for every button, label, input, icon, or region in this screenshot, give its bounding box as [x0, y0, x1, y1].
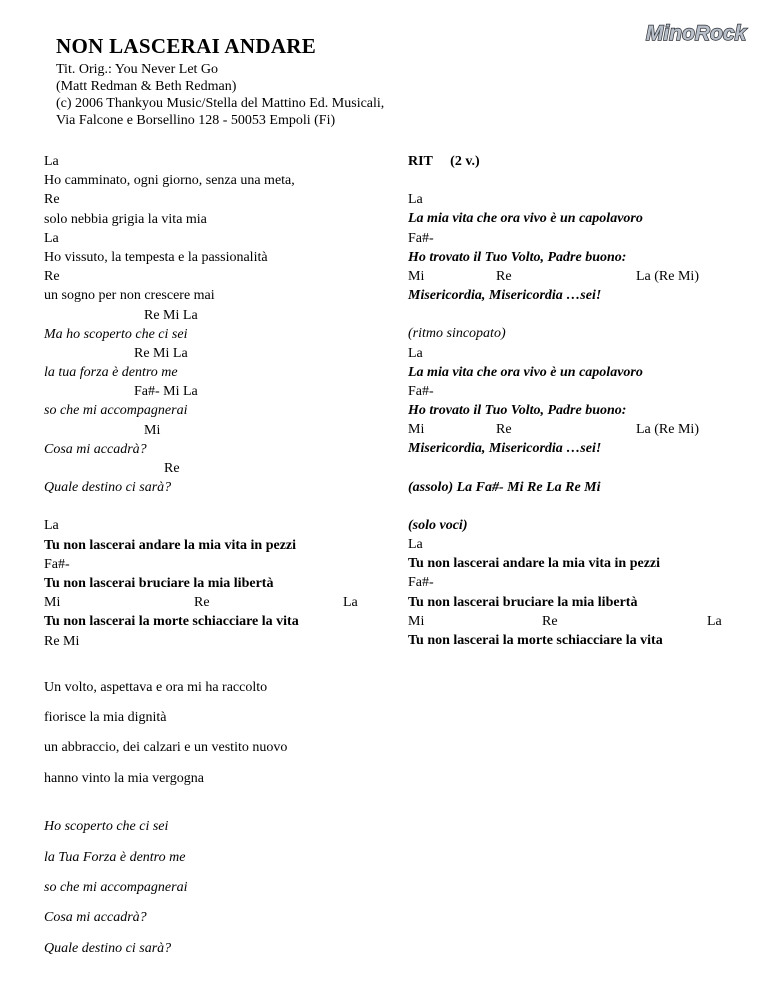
chord: La (Re Mi): [636, 268, 699, 284]
final-chorus: [408, 516, 726, 650]
lyric-line: Ho scoperto che ci sei: [44, 819, 169, 835]
repeat-note: (2 v.): [450, 154, 480, 169]
lyric-line: fiorisce la mia dignità: [44, 710, 167, 726]
chord-line: Re Mi: [44, 633, 80, 649]
logo-text: MinoRock: [645, 22, 747, 45]
chord: Mi: [408, 268, 425, 284]
lyric-line: la tua forza è dentro me: [44, 365, 178, 381]
chord: Re: [496, 422, 512, 438]
lyric-line: Ma ho scoperto che ci sei: [44, 326, 188, 342]
voices-note: (solo voci): [408, 517, 468, 533]
chord-line: Re: [44, 192, 60, 208]
lyric-line: un sogno per non crescere mai: [44, 288, 215, 304]
lyric-line: Tu non lascerai la morte schiacciare la vita: [408, 632, 663, 648]
rit-label: RIT: [408, 154, 433, 169]
song-title: NON LASCERAI ANDARE: [56, 34, 317, 58]
lyric-line: Un volto, aspettava e ora mi ha raccolto: [44, 679, 268, 695]
minorock-logo: [636, 20, 756, 46]
chord-line: Re: [164, 461, 180, 476]
lyric-line: Ho vissuto, la tempesta e la passionalità: [44, 249, 268, 265]
lyric-line: Tu non lascerai andare la mia vita in pezzi: [408, 556, 661, 572]
copyright: (c) 2006 Thankyou Music/Stella del Mattino Ed. Musicali,: [56, 96, 385, 111]
chord-line: [408, 420, 726, 439]
chord-line: Mi: [144, 422, 161, 438]
chord: La (Re Mi): [636, 422, 699, 438]
chord-line: La: [44, 518, 59, 534]
chord-line: Fa#-: [408, 383, 434, 399]
chord: Re: [496, 268, 512, 284]
verse-1: [44, 152, 362, 497]
lyric-line: Misericordia, Misericordia …sei!: [408, 441, 602, 457]
chord: Re: [542, 613, 558, 629]
lyric-line: Quale destino ci sarà?: [44, 480, 172, 496]
instrumental-solo: (assolo) La Fa#- Mi Re La Re Mi: [408, 479, 601, 495]
lyric-line: solo nebbia grigia la vita mia: [44, 211, 207, 227]
lyric-line: Cosa mi accadrà?: [44, 910, 147, 926]
chorus-header: [408, 152, 726, 171]
chord-line: [408, 612, 726, 631]
authors: (Matt Redman & Beth Redman): [56, 79, 237, 94]
lyric-line: Tu non lascerai andare la mia vita in pezzi: [44, 537, 297, 553]
chorus: [44, 516, 362, 650]
chord: Re: [194, 595, 210, 611]
chord-line: La: [44, 230, 59, 246]
lyric-line: la Tua Forza è dentro me: [44, 849, 186, 865]
lyric-line: La mia vita che ora vivo è un capolavoro: [408, 211, 643, 227]
lyric-line: Misericordia, Misericordia …sei!: [408, 288, 602, 304]
lyric-line: Tu non lascerai bruciare la mia libertà: [44, 575, 274, 591]
chord-line: Fa#-: [408, 575, 434, 591]
address: Via Falcone e Borsellino 128 - 50053 Empoli (Fi): [56, 113, 336, 128]
lyric-line: Ho trovato il Tuo Volto, Padre buono:: [408, 249, 627, 265]
chord-line: Re Mi La: [144, 307, 198, 323]
chord-line: [44, 593, 362, 612]
rhythm-note: (ritmo sincopato): [408, 326, 506, 342]
chord: La: [707, 613, 722, 629]
lyric-line: so che mi accompagnerai: [44, 403, 188, 419]
right-column: [408, 152, 726, 650]
refrain-1: [408, 190, 726, 305]
lyric-line: hanno vinto la mia vergogna: [44, 770, 204, 786]
lyric-line: so che mi accompagnerai: [44, 880, 188, 896]
refrain-2: [408, 324, 726, 458]
chord-line: La: [408, 192, 423, 208]
left-column: [44, 152, 362, 964]
lyric-line: Cosa mi accadrà?: [44, 441, 147, 457]
lyric-line: un abbraccio, dei calzari e un vestito nuovo: [44, 740, 288, 756]
lyric-line: Ho camminato, ogni giorno, senza una meta,: [44, 173, 295, 189]
chord: La: [343, 595, 358, 611]
chord-line: La: [408, 537, 423, 552]
chord: Mi: [44, 595, 61, 611]
chord-line: La: [44, 154, 59, 169]
chord-line: Re: [44, 269, 60, 285]
lyric-line: Ho trovato il Tuo Volto, Padre buono:: [408, 403, 627, 419]
lyric-line: Tu non lascerai bruciare la mia libertà: [408, 594, 638, 610]
bridge: [44, 812, 362, 964]
chord-line: [408, 267, 726, 286]
chord: Mi: [408, 422, 425, 438]
song-credits: [56, 61, 384, 129]
chord-line: La: [408, 345, 423, 361]
verse-2: [44, 673, 362, 795]
chord: Mi: [408, 613, 425, 629]
lyric-line: Quale destino ci sarà?: [44, 940, 172, 956]
lyric-line: La mia vita che ora vivo è un capolavoro: [408, 364, 643, 380]
chord-line: Fa#-: [44, 556, 70, 572]
lyric-line: Tu non lascerai la morte schiacciare la vita: [44, 614, 299, 630]
chord-line: Re Mi La: [134, 345, 188, 361]
chord-line: Fa#- Mi La: [134, 384, 198, 400]
chord-line: Fa#-: [408, 230, 434, 246]
original-title: Tit. Orig.: You Never Let Go: [56, 62, 219, 77]
